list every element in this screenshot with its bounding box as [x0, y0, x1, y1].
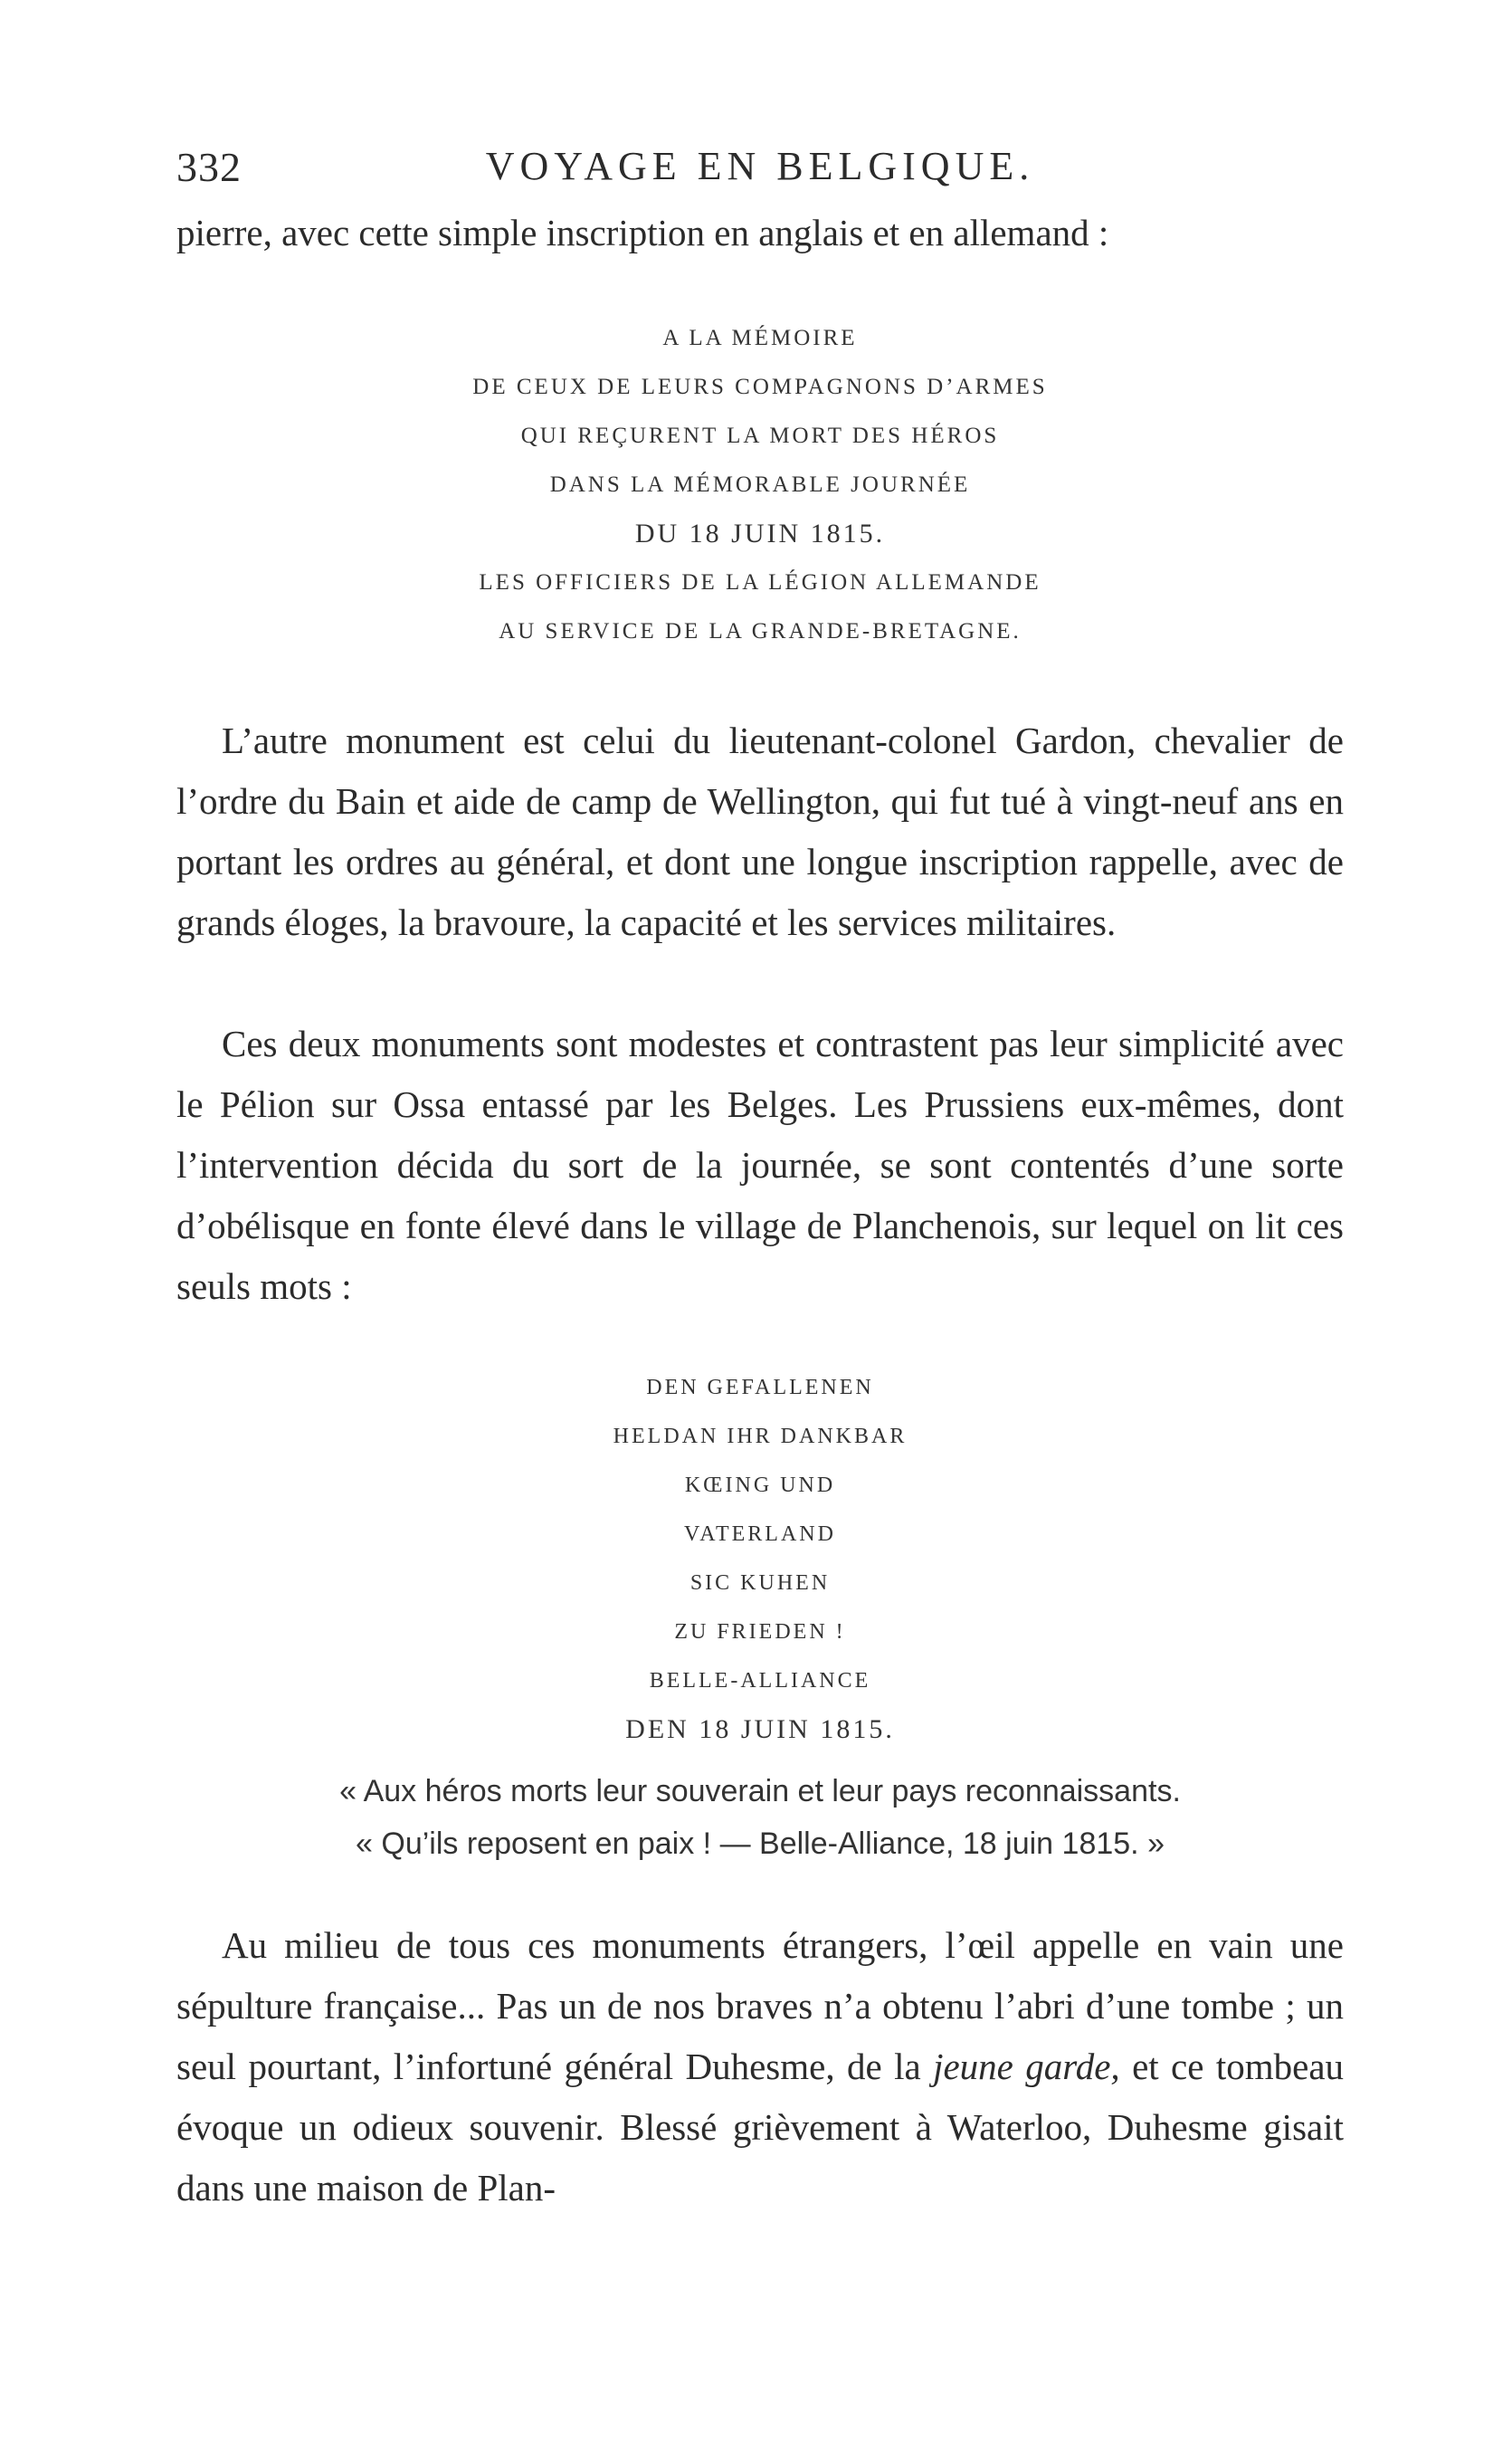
inscription-line: KŒING UND — [684, 1474, 836, 1497]
page-number: 332 — [176, 144, 242, 190]
inscription-line: DANS LA MÉMORABLE JOURNÉE — [549, 472, 971, 497]
inscription-line: DEN GEFALLENEN — [646, 1376, 874, 1399]
inscription-line: DE CEUX DE LEURS COMPAGNONS D’ARMES — [472, 375, 1048, 399]
paragraph-gardon: L’autre monument est celui du lieutenant-colonel Gardon, chevalier de l’ordre du Bain et aide de camp de Wellington, qui fut tué à vingt-neuf ans en portant les ordres au général, et dont une longue inscription rappelle, avec de grands éloges, la bravoure, la capacité et les services militaires. — [176, 720, 1344, 943]
page-header — [176, 143, 1344, 197]
english-inscription — [176, 314, 1344, 656]
german-inscription — [176, 1363, 1344, 1754]
translation-line-2: « Qu’ils reposent en paix ! — Belle-Alliance, 18 juin 1815. » — [356, 1827, 1165, 1861]
running-title: VOYAGE EN BELGIQUE. — [485, 144, 1035, 188]
inscription-line: DU 18 JUIN 1815. — [634, 519, 886, 548]
paragraph-prussians: Ces deux monuments sont modestes et contrastent pas leur simplicité avec le Pélion sur Ossa entassé par les Belges. Les Prussiens eux-mêmes, dont l’intervention décida du sort de la journée, se sont contentés d’une sorte d’obélisque en fonte élevé dans le village de Planchenois, sur lequel on lit ces seuls mots : — [176, 1023, 1344, 1307]
inscription-line: A LA MÉMOIRE — [662, 326, 858, 350]
inscription-line: ZU FRIEDEN ! — [674, 1620, 846, 1644]
paragraph-intro: pierre, avec cette simple inscription en anglais et en allemand : — [176, 212, 1109, 253]
inscription-line: DEN 18 JUIN 1815. — [625, 1714, 895, 1744]
inscription-line: VATERLAND — [684, 1522, 836, 1546]
italic-phrase: jeune garde, — [933, 2046, 1120, 2087]
paragraph-duhesme — [176, 1915, 1344, 2218]
inscription-line: QUI REÇURENT LA MORT DES HÉROS — [520, 424, 1000, 448]
translation-line-1: « Aux héros morts leur souverain et leur pays reconnaissants. — [339, 1774, 1181, 1808]
paragraph-text: Au milieu de tous ces monuments étrangers, l’œil appelle en vain une sépulture française... Pas un de nos braves n’a obtenu l’abri d’une tombe ; un seul pourtant, l’infortuné général Duhesme, de la — [176, 1924, 1344, 2087]
inscription-line: AU SERVICE DE LA GRANDE-BRETAGNE. — [499, 619, 1022, 644]
inscription-line: HELDAN IHR DANKBAR — [613, 1425, 908, 1448]
inscription-line: BELLE-ALLIANCE — [649, 1669, 871, 1693]
inscription-line: LES OFFICIERS DE LA LÉGION ALLEMANDE — [479, 570, 1041, 595]
inscription-line: SIC KUHEN — [689, 1571, 831, 1595]
translation — [176, 1765, 1344, 1870]
paragraph-text: et ce tombeau évoque un odieux souvenir. Blessé grièvement à Waterloo, Duhesme gisait dans une maison de Plan- — [176, 2046, 1345, 2208]
